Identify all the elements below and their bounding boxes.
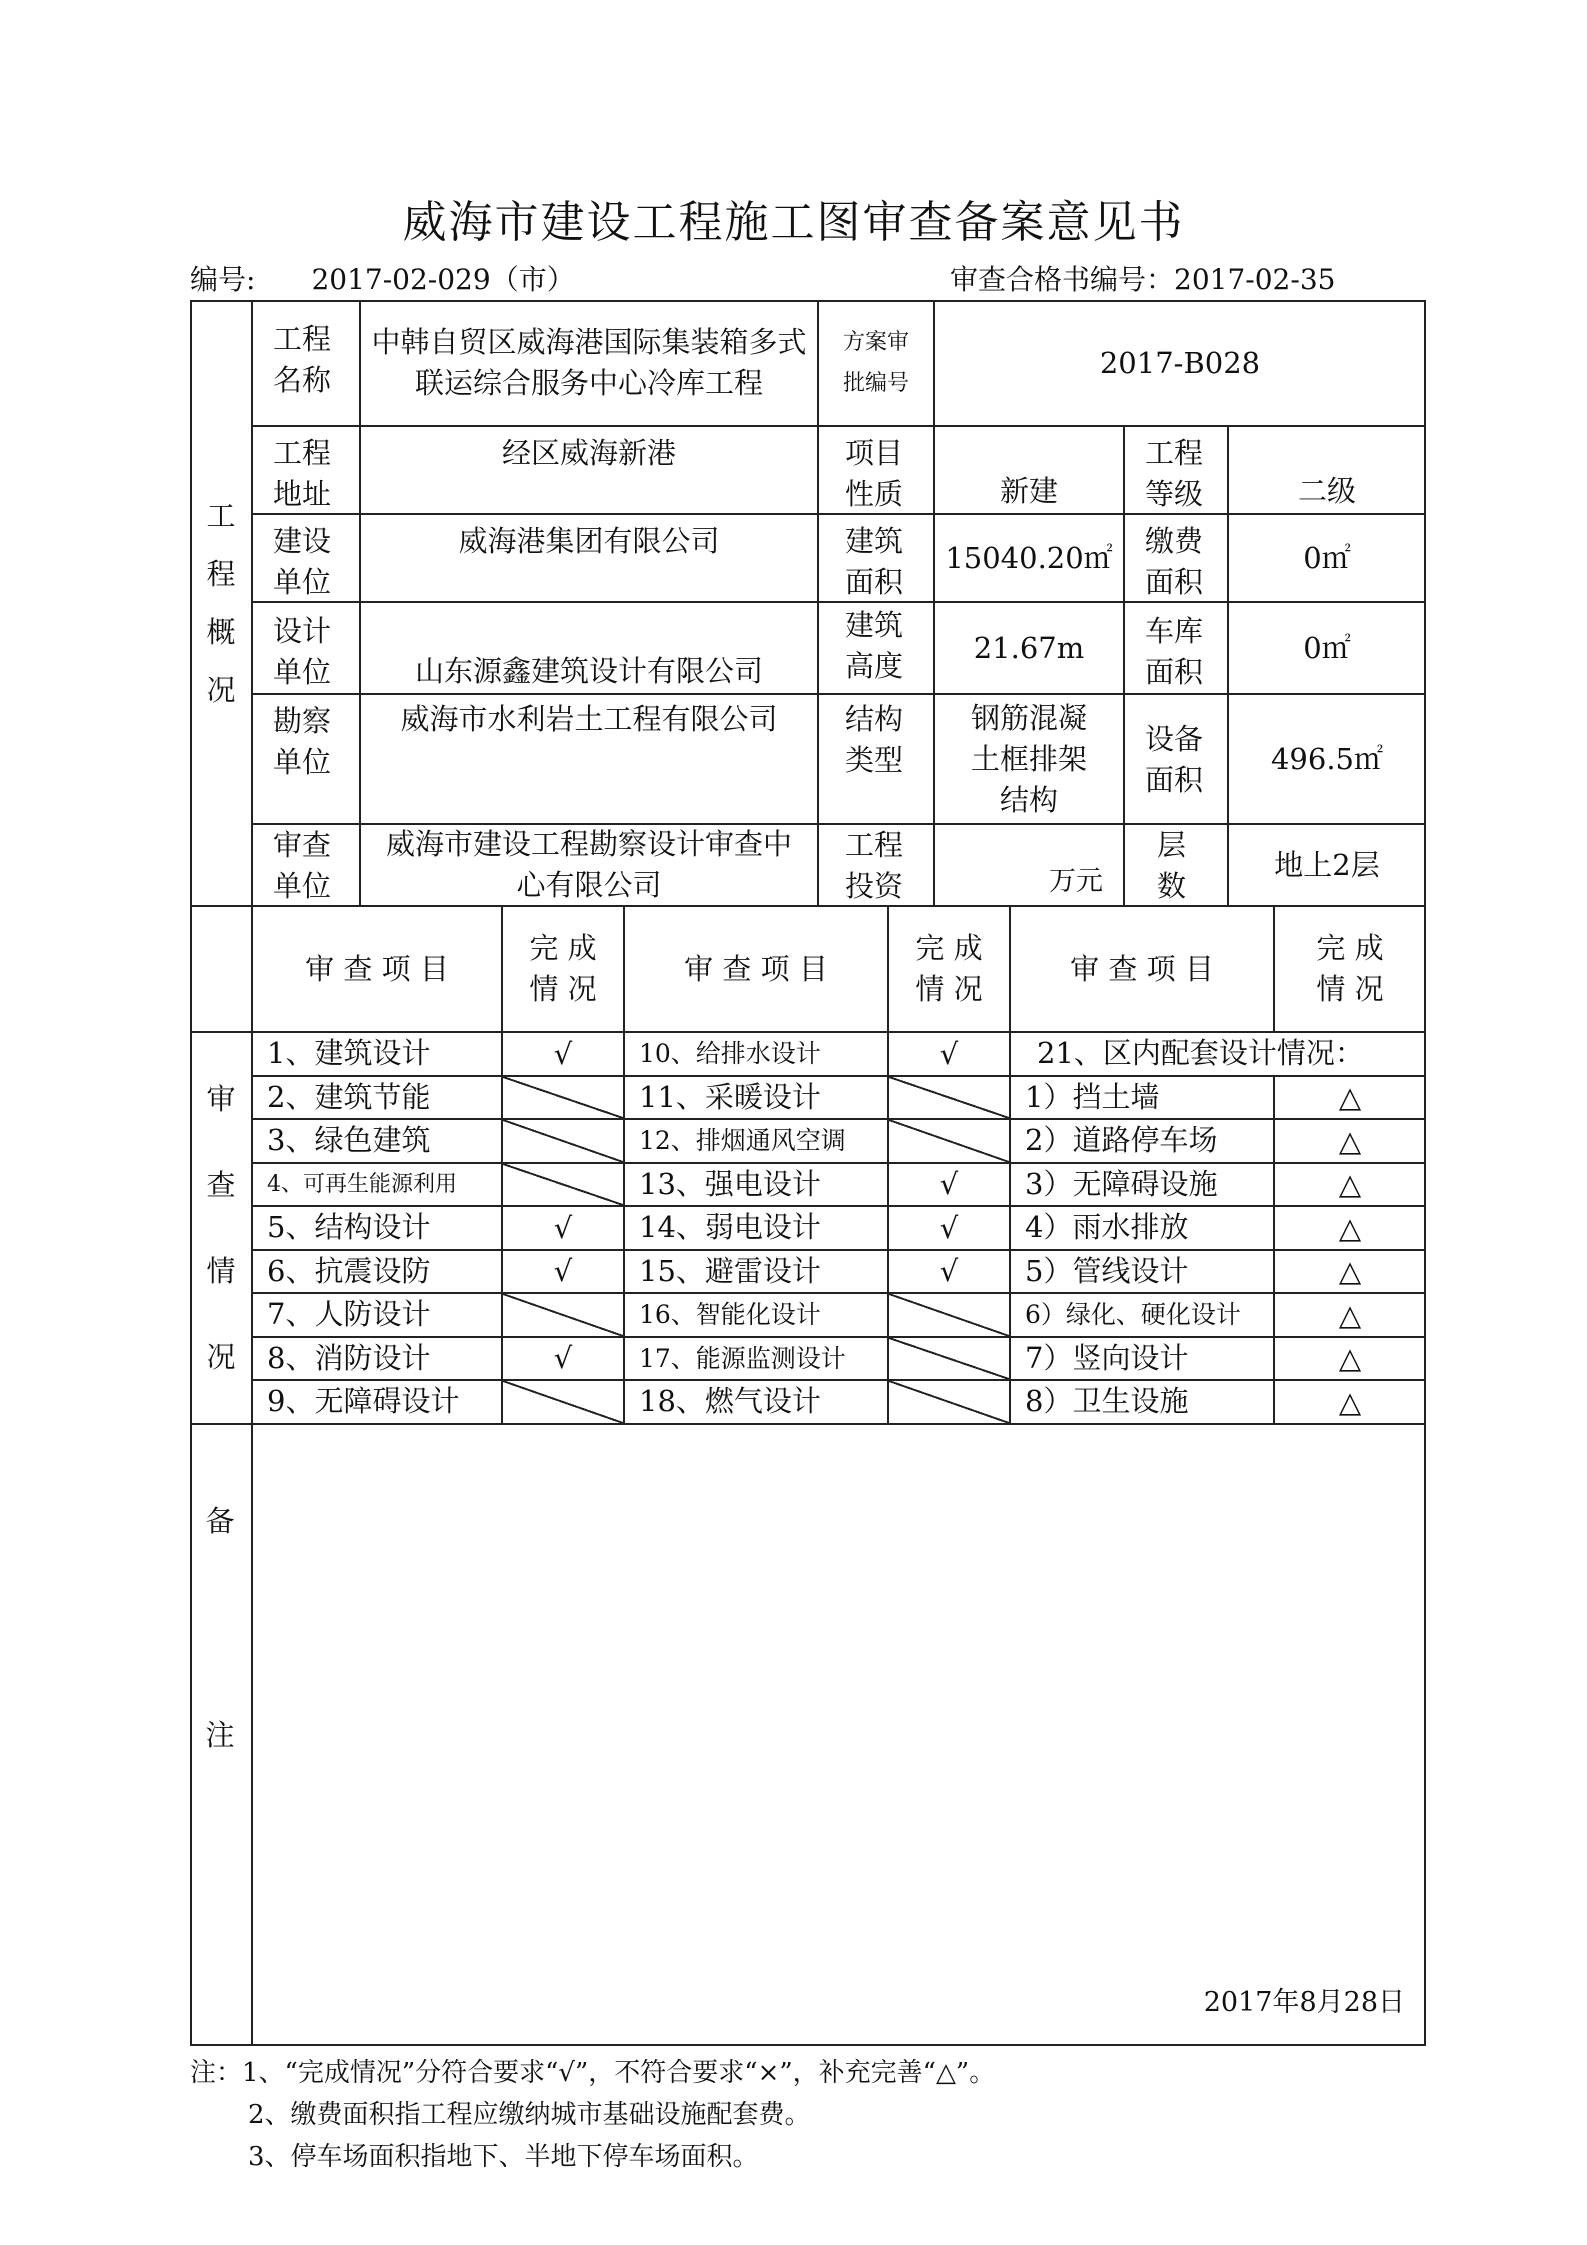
floors-label <box>1124 824 1228 906</box>
structure-label <box>818 694 934 824</box>
label-line: 单位 <box>273 869 332 903</box>
label-line: 完 成 <box>529 931 597 965</box>
review-item-label: 12、排烟通风空调 <box>624 1119 888 1163</box>
status-mark: √ <box>888 1206 1010 1250</box>
address-label <box>252 426 360 514</box>
review-item-label: 2）道路停车场 <box>1010 1119 1274 1163</box>
not-applicable-mark <box>888 1337 1010 1380</box>
review-char-2: 查 <box>206 1168 236 1202</box>
status-mark: △ <box>1274 1163 1426 1206</box>
label-line: 等级 <box>1145 477 1204 511</box>
review-item-label: 13、强电设计 <box>624 1163 888 1206</box>
label-line: 情 况 <box>1316 972 1384 1006</box>
review-unit-value: 威海市建设工程勘察设计审查中心有限公司 <box>360 824 818 906</box>
status-mark: △ <box>1274 1293 1426 1337</box>
plan-approval-label <box>818 300 934 426</box>
survey-value: 威海市水利岩土工程有限公司 <box>360 694 818 824</box>
label-line: 建设 <box>273 524 332 558</box>
review-item-label: 3、绿色建筑 <box>252 1119 502 1163</box>
review-section-label <box>190 1032 252 1424</box>
certificate-number-label: 审查合格书编号： <box>950 263 1175 296</box>
label-line: 单位 <box>273 745 332 779</box>
designer-value: 山东源鑫建筑设计有限公司 <box>360 602 818 694</box>
label-line: 建筑 <box>845 524 904 558</box>
review-item-label: 4）雨水排放 <box>1010 1206 1274 1250</box>
review-item-label: 16、智能化设计 <box>624 1293 888 1337</box>
label-line: 情 况 <box>915 972 983 1006</box>
invest-unit: 万元 <box>1049 866 1103 897</box>
status-mark: √ <box>502 1032 624 1076</box>
review-item-label: 7）竖向设计 <box>1010 1337 1274 1380</box>
grade-value: 二级 <box>1228 426 1426 514</box>
review-unit-label <box>252 824 360 906</box>
fee-area-value: 0㎡ <box>1228 514 1426 602</box>
label-line: 勘察 <box>273 704 332 738</box>
status-mark: √ <box>502 1206 624 1250</box>
note-1: 注：1、“完成情况”分符合要求“√”，不符合要求“×”，补充完善“△”。 <box>190 2058 996 2088</box>
label-line: 投资 <box>845 869 904 903</box>
project-name-value: 中韩自贸区威海港国际集装箱多式联运综合服务中心冷库工程 <box>360 300 818 426</box>
label-line: 项目 <box>845 436 904 470</box>
not-applicable-mark <box>888 1076 1010 1119</box>
label-line: 结构 <box>845 702 904 736</box>
label-line: 批编号 <box>842 371 909 396</box>
status-mark: √ <box>502 1250 624 1293</box>
status-mark: △ <box>1274 1206 1426 1250</box>
label-line: 类型 <box>845 743 904 777</box>
label-line: 单位 <box>273 565 332 599</box>
label-line: 情 况 <box>529 972 597 1006</box>
record-number <box>190 258 575 298</box>
review-char-4: 况 <box>206 1340 236 1374</box>
header-item-1: 审 查 项 目 <box>252 906 502 1032</box>
review-header-blank <box>190 906 252 1032</box>
record-number-value: 2017-02-029（市） <box>311 263 575 296</box>
review-item-label: 8）卫生设施 <box>1010 1380 1274 1424</box>
equip-label <box>1124 694 1228 824</box>
review-char-1: 审 <box>206 1082 236 1116</box>
label-line: 面积 <box>1145 763 1204 797</box>
not-applicable-mark <box>888 1380 1010 1424</box>
review-item-label: 6、抗震设防 <box>252 1250 502 1293</box>
label-line: 层 <box>1157 828 1187 862</box>
review-item-label: 5、结构设计 <box>252 1206 502 1250</box>
review-item-label: 7、人防设计 <box>252 1293 502 1337</box>
invest-label <box>818 824 934 906</box>
overview-char-2: 程 <box>206 557 236 591</box>
not-applicable-mark <box>502 1293 624 1337</box>
label-line: 设计 <box>273 614 332 648</box>
designer-label <box>252 602 360 694</box>
label-line: 面积 <box>1145 655 1204 689</box>
label-line: 完 成 <box>915 931 983 965</box>
status-mark: △ <box>1274 1337 1426 1380</box>
not-applicable-mark <box>502 1076 624 1119</box>
remarks-area <box>252 1424 1426 2046</box>
fee-area-label <box>1124 514 1228 602</box>
record-number-label: 编号: <box>190 263 256 296</box>
label-line: 工程 <box>1145 436 1204 470</box>
review-item-label: 10、给排水设计 <box>624 1032 888 1076</box>
status-mark: √ <box>888 1163 1010 1206</box>
not-applicable-mark <box>502 1163 624 1206</box>
overview-char-4: 况 <box>206 673 236 707</box>
review-char-3: 情 <box>206 1254 236 1288</box>
header-status-3 <box>1274 906 1426 1032</box>
status-mark: √ <box>888 1032 1010 1076</box>
survey-label <box>252 694 360 824</box>
overview-section-label <box>190 300 252 906</box>
floor-area-value: 15040.20㎡ <box>934 514 1124 602</box>
label-line: 名称 <box>273 363 332 397</box>
equip-value: 496.5㎡ <box>1228 694 1426 824</box>
label-line: 工程 <box>845 828 904 862</box>
status-mark: △ <box>1274 1250 1426 1293</box>
review-item-label: 11、采暖设计 <box>624 1076 888 1119</box>
overview-char-1: 工 <box>206 499 236 533</box>
label-line: 单位 <box>273 655 332 689</box>
invest-value <box>934 824 1124 906</box>
review-item-label: 4、可再生能源利用 <box>252 1163 502 1206</box>
garage-value: 0㎡ <box>1228 602 1426 694</box>
remarks-date: 2017年8月28日 <box>1203 1987 1405 2018</box>
grade-label <box>1124 426 1228 514</box>
not-applicable-mark <box>502 1119 624 1163</box>
nature-value: 新建 <box>934 426 1124 514</box>
note-2: 2、缴费面积指工程应缴纳城市基础设施配套费。 <box>248 2100 811 2130</box>
not-applicable-mark <box>888 1293 1010 1337</box>
header-status-2 <box>888 906 1010 1032</box>
review-item-label: 8、消防设计 <box>252 1337 502 1380</box>
floors-value: 地上2层 <box>1228 824 1426 906</box>
status-mark: √ <box>888 1250 1010 1293</box>
label-line: 面积 <box>1145 565 1204 599</box>
status-mark: △ <box>1274 1076 1426 1119</box>
review-item-label: 9、无障碍设计 <box>252 1380 502 1424</box>
status-mark: √ <box>502 1337 624 1380</box>
floor-area-label <box>818 514 934 602</box>
remarks-char-1: 备 <box>205 1504 235 1538</box>
nature-label <box>818 426 934 514</box>
builder-value: 威海港集团有限公司 <box>360 514 818 602</box>
header-item-2: 审 查 项 目 <box>624 906 888 1032</box>
review-item-label: 15、避雷设计 <box>624 1250 888 1293</box>
review-item-label: 2、建筑节能 <box>252 1076 502 1119</box>
project-name-label <box>252 300 360 426</box>
note-3: 3、停车场面积指地下、半地下停车场面积。 <box>248 2142 759 2172</box>
address-value: 经区威海新港 <box>360 426 818 514</box>
review-item-label: 1、建筑设计 <box>252 1032 502 1076</box>
review-item-label: 14、弱电设计 <box>624 1206 888 1250</box>
label-line: 审查 <box>273 828 332 862</box>
label-line: 建筑 <box>845 608 904 642</box>
label-line: 车库 <box>1145 614 1204 648</box>
certificate-number-value: 2017-02-35 <box>1174 263 1336 296</box>
label-line: 高度 <box>845 649 904 683</box>
label-line: 工程 <box>273 436 332 470</box>
review-item-label: 6）绿化、硬化设计 <box>1010 1293 1274 1337</box>
label-line: 完 成 <box>1316 931 1384 965</box>
garage-label <box>1124 602 1228 694</box>
label-line: 地址 <box>273 477 332 511</box>
not-applicable-mark <box>502 1380 624 1424</box>
builder-label <box>252 514 360 602</box>
page-title: 威海市建设工程施工图审查备案意见书 <box>402 197 1185 248</box>
review-item-label: 18、燃气设计 <box>624 1380 888 1424</box>
structure-value: 钢筋混凝土框排架结构 <box>934 694 1124 824</box>
review-item-label: 5）管线设计 <box>1010 1250 1274 1293</box>
label-line: 方案审 <box>842 330 909 355</box>
label-line: 工程 <box>273 322 332 356</box>
status-mark: △ <box>1274 1119 1426 1163</box>
review-item-label: 17、能源监测设计 <box>624 1337 888 1380</box>
review-item-label: 3）无障碍设施 <box>1010 1163 1274 1206</box>
overview-char-3: 概 <box>206 615 236 649</box>
label-line: 面积 <box>845 565 904 599</box>
remarks-section-label <box>190 1424 252 2046</box>
certificate-number <box>950 258 1335 298</box>
height-value: 21.67m <box>934 602 1124 694</box>
remarks-char-2: 注 <box>205 1718 235 1752</box>
not-applicable-mark <box>888 1119 1010 1163</box>
plan-approval-value: 2017-B028 <box>934 300 1426 426</box>
height-label <box>818 602 934 694</box>
review-item-label: 1）挡土墙 <box>1010 1076 1274 1119</box>
header-status-1 <box>502 906 624 1032</box>
label-line: 设备 <box>1145 722 1204 756</box>
header-item-3: 审 查 项 目 <box>1010 906 1274 1032</box>
label-line: 缴费 <box>1145 524 1204 558</box>
supporting-header: 21、区内配套设计情况： <box>1010 1032 1426 1076</box>
label-line: 性质 <box>845 477 904 511</box>
label-line: 数 <box>1157 869 1187 903</box>
status-mark: △ <box>1274 1380 1426 1424</box>
